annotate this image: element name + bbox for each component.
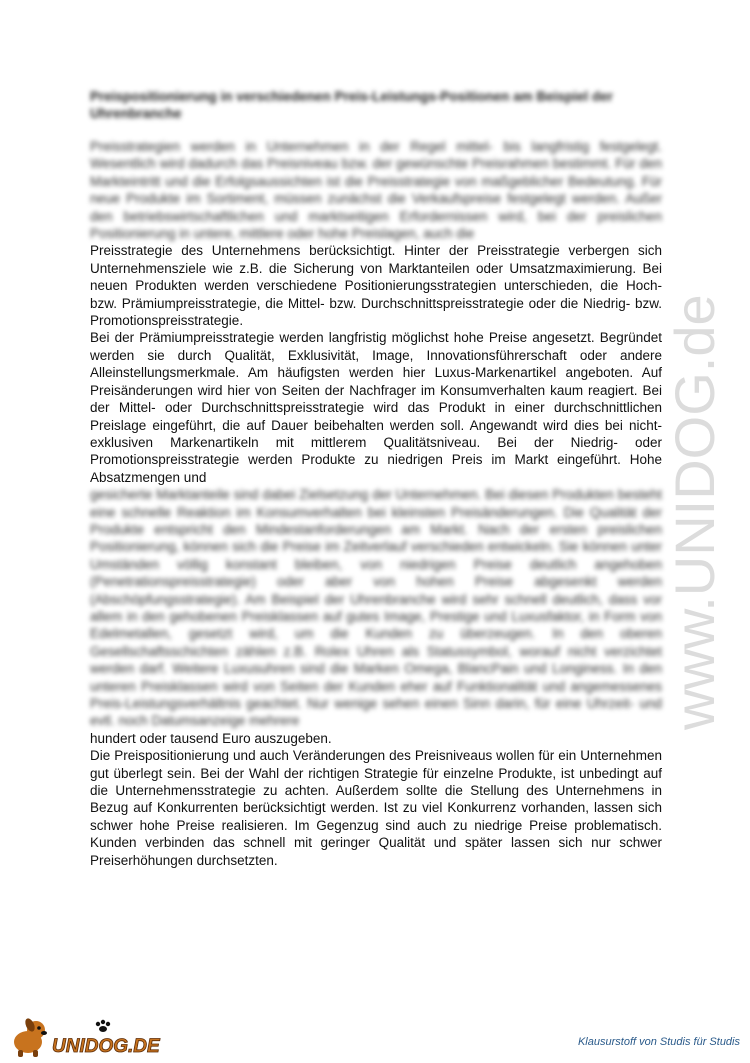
document-title: Preispositionierung in verschiedenen Preis-Leistungs-Positionen am Beispiel der Uhrenbranche <box>90 89 613 121</box>
document-body <box>90 88 662 869</box>
paragraph-conclusion-line: hundert oder tausend Euro auszugeben. <box>90 730 332 746</box>
paw-icon <box>96 1020 110 1032</box>
paragraph-blurred-top: Preisstrategien werden in Unternehmen in der Regel mittel- bis langfristig festgelegt. Wesentlich wird dadurch das Preisniveau bzw. der gewünschte Preisrahmen bestimmt. Für den Markteintritt und die Erfolgsaussichten ist die Preisstrategie von maßgeblicher Bedeutung. Für neue Produkte im Sortiment, müssen zunächst die Verkaufspreise festgelegt werden. Außer den betriebswirtschaftlichen und marktseitigen Erfordernissen wird, bei der preislichen Positionierung in untere, mittlere oder hohe Preislagen, auch die <box>90 139 662 242</box>
logo-text: UNIDOG.DE <box>52 1036 160 1057</box>
paragraph-blurred-middle: gesicherte Marktanteile sind dabei Zielsetzung der Unternehmen. Bei diesen Produkten besteht eine schnelle Reaktion im Konsumverhalten bei kleinsten Preisänderungen. Die Qualität der Produkte entspricht den Mindestanforderungen am Markt. Nach der ersten preislichen Positionierung, können sich die Preise im Zeitverlauf verschieden entwickeln. Sie können unter Umständen völlig konstant bleiben, von niedrigen Preise deutlich angehoben (Penetrationspreisstrategie) oder aber von hohen Preise abgesenkt werden (Abschöpfungsstrategie). Am Beispiel der Uhrenbranche wird sehr schnell deutlich, dass vor allem in den gehobenen Preisklassen auf gutes Image, Prestige und Luxusfaktor, in Form von Edelmetallen, gesetzt wird, um die Kunden zu überzeugen. In den oberen Gesellschaftsschichten zählen z.B. Rolex Uhren als Statussymbol, worauf nicht verzichtet werden darf. Weitere Luxusuhren sind die Marken Omega, BlancPain und Longiness. In den unteren Preisklassen wird von Seiten der Kunden eher auf Funktionalität und angemessenes Preis-Leistungsverhältnis geachtet. Nur wenige sehen einen Sinn darin, für eine Uhrzeit- und evtl. noch Datumsanzeige mehrere <box>90 487 662 729</box>
paragraph-premium-strategy: Bei der Prämiumpreisstrategie werden langfristig möglichst hohe Preise angesetzt. Begründet werden sie durch Qualität, Exklusivität, Image, Innovationsführerschaft oder andere Alleinstellungsmerkmale. Am häufigsten werden hier Luxus-Markenartikel angeboten. Auf Preisänderungen wird hier von Seiten der Nachfrager im Konsumverhalten kaum reagiert. Bei der Mittel- oder Durchschnittspreisstrategie wird das Produkt in einer durchschnittlichen Preislage eingeführt, die auf Dauer beibehalten werden soll. Angewandt wird dies bei nicht-exklusiven Markenartikeln mit mittlerem Qualitätsniveau. Bei der Niedrig- oder Promotionspreisstrategie werden Produkte zu niedrigen Preis im Markt eingeführt. Hohe Absatzmengen und <box>90 330 662 485</box>
footer-tagline: Klausurstoff von Studis für Studis <box>577 1036 740 1048</box>
paragraph-conclusion: Die Preispositionierung und auch Veränderungen des Preisniveaus wollen für ein Unternehmen gut überlegt sein. Bei der Wahl der richtigen Strategie für einzelne Produkte, ist unbedingt auf die Unternehmensstrategie zu achten. Außerdem sollte die Stellung des Unternehmens in Bezug auf Konkurrenten berücksichtigt werden. Ist zu viel Konkurrenz vorhanden, lassen sich schwer hohe Preise realisieren. Im Gegenzug sind auch zu niedrige Preise problematisch. Kunden verbinden das schnell mit geringer Qualität und später lassen sich nur schwer Preiserhöhungen durchsetzten. <box>90 748 662 868</box>
paragraph-strategies: Preisstrategie des Unternehmens berücksichtigt. Hinter der Preisstrategie verbergen sich Unternehmensziele wie z.B. die Sicherung von Marktanteilen oder Umsatzmaximierung. Bei neuen Produkten werden verschiedene Positionierungsstrategien unterschieden, die Hoch- bzw. Prämiumpreisstrategie, die Mittel- bzw. Durchschnittspreisstrategie oder die Niedrig- bzw. Promotionspreisstrategie. <box>90 243 662 329</box>
dog-icon <box>14 1017 47 1057</box>
unidog-logo[interactable] <box>6 1014 176 1058</box>
watermark-text: www.UNIDOG.de <box>663 294 726 730</box>
